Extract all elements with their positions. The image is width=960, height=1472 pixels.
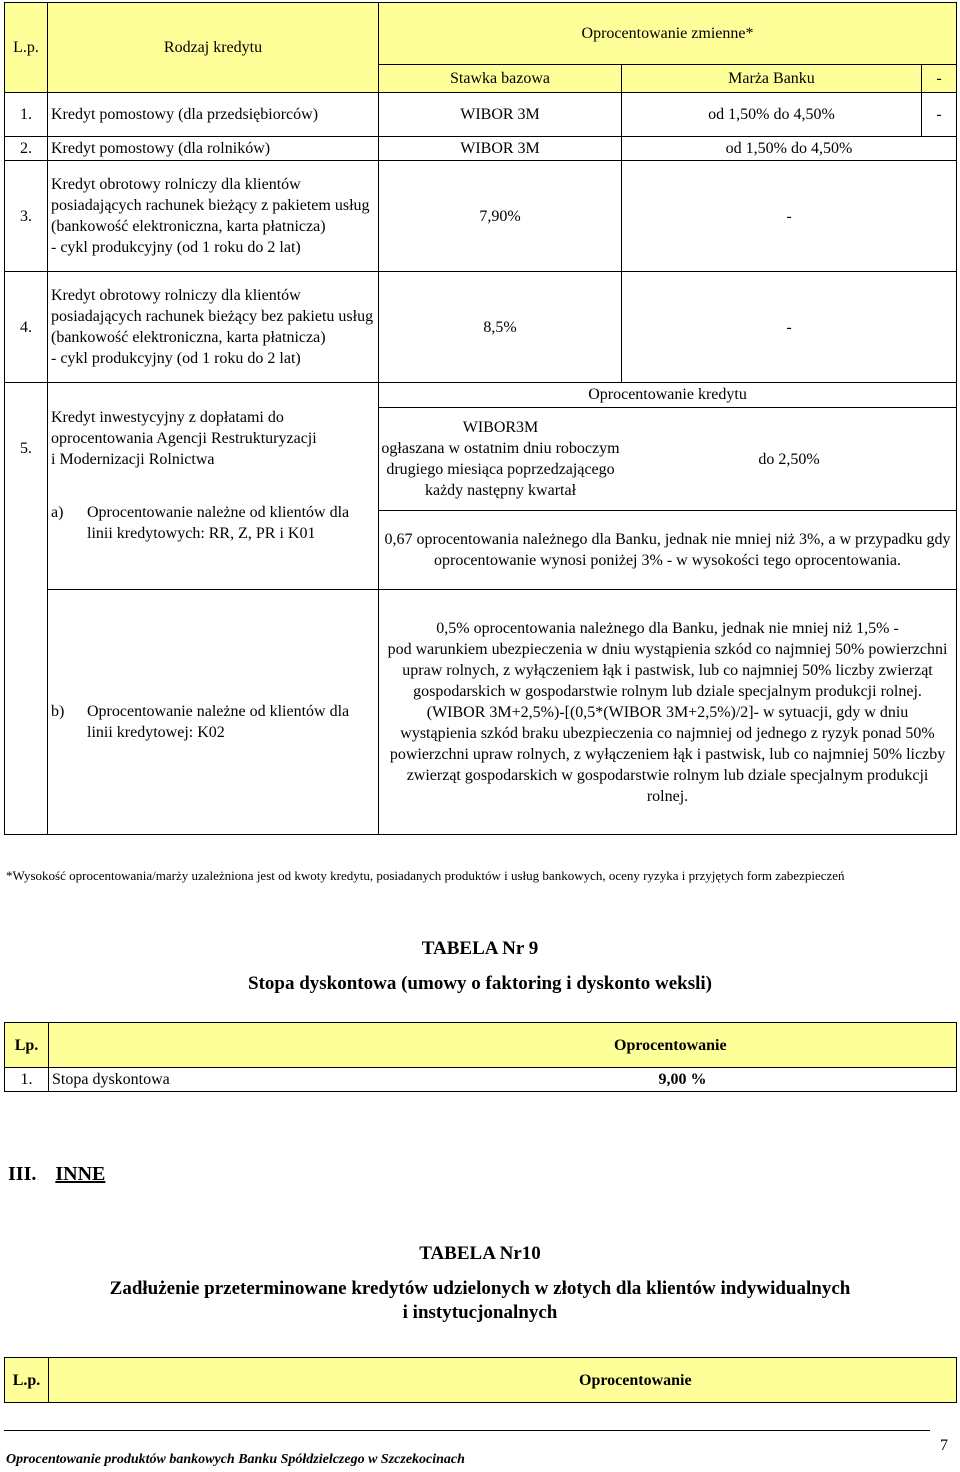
row-lp: 4. <box>5 272 48 383</box>
row-name-cycle: - cykl produkcyjny (od 1 roku do 2 lat) <box>51 350 301 367</box>
table9-subtitle: Stopa dyskontowa (umowy o faktoring i dyskonto weksli) <box>248 973 712 994</box>
row5-a-text: Oprocentowanie należne od klientów dla linii kredytowych: RR, Z, PR i K01 <box>87 504 350 542</box>
overdue-table <box>4 1357 957 1403</box>
table10-heading: TABELA Nr10 <box>419 1243 541 1264</box>
row-dash: - <box>922 93 957 137</box>
header-rodzaj: Rodzaj kredytu <box>48 3 379 93</box>
discount-rate-table <box>4 1022 957 1092</box>
table-row <box>5 93 957 137</box>
row-name-cell <box>48 161 379 272</box>
section-title: INNE <box>55 1163 106 1185</box>
table-row <box>5 590 957 835</box>
row5-a <box>51 502 375 544</box>
row5-margin: do 2,50% <box>758 450 820 468</box>
section-heading <box>8 1163 105 1186</box>
row5-b <box>51 701 375 743</box>
footer-rule <box>4 1430 930 1431</box>
header-stawka: Stawka bazowa <box>379 65 622 93</box>
row-marza: - <box>622 161 957 272</box>
row-name: Kredyt obrotowy rolniczy dla klientów posiadających rachunek bieżący z pakietem usług (bankowość elektroniczna, karta płatnicza) <box>51 176 370 235</box>
table10-subtitle-1: Zadłużenie przeterminowane kredytów udzielonych w złotych dla klientów indywidualnych <box>109 1278 851 1299</box>
row-name: Kredyt pomostowy (dla rolników) <box>48 137 379 161</box>
row5-b-text: Oprocentowanie należne od klientów dla linii kredytowej: K02 <box>87 703 350 741</box>
header-opr: Oprocentowanie <box>579 1371 692 1389</box>
header-lp: L.p. <box>5 1358 49 1403</box>
table-row <box>5 272 957 383</box>
row-marza: od 1,50% do 4,50% <box>622 93 922 137</box>
row5-wibor-desc: ogłaszana w ostatnim dniu roboczym drugiego miesiąca poprzedzającego każdy następny kwartał <box>381 440 620 499</box>
footer-text: Oprocentowanie produktów bankowych Banku Spółdzielczego w Szczekocinach <box>6 1452 465 1467</box>
row5-a-value: 0,67 oprocentowania należnego dla Banku, jednak nie mniej niż 3%, a w przypadku gdy oprocentowanie wynosi poniżej 3% - w wysokości tego oprocentowania. <box>379 511 957 590</box>
row-lp: 1. <box>5 93 48 137</box>
row5-rate-cell <box>379 383 957 511</box>
row-name: Stopa dyskontowa <box>52 1071 170 1088</box>
table-row <box>5 161 957 272</box>
table-header-row <box>5 1358 957 1403</box>
row-lp: 2. <box>5 137 48 161</box>
row5-b-value-cell <box>379 590 957 835</box>
header-dash: - <box>922 65 957 93</box>
table-row <box>5 1068 957 1092</box>
row5-name-cell <box>48 383 379 590</box>
row5-a-label: a) <box>51 504 64 521</box>
row-marza: od 1,50% do 4,50% <box>622 137 957 161</box>
row-stawka: WIBOR 3M <box>379 93 622 137</box>
row-stawka: 7,90% <box>379 161 622 272</box>
row-lp: 3. <box>5 161 48 272</box>
row-name-cycle: - cykl produkcyjny (od 1 roku do 2 lat) <box>51 239 301 256</box>
row5-b-value2: pod warunkiem ubezpieczenia w dniu wystąpienia szkód co najmniej 50% powierzchni upraw rolnych, z wyłączeniem łąk i pastwisk, lub co najmniej 50% liczby zwierząt gospodarskich w gospodarstwie rolnym lub dziale specjalnym produkcji rolnej. <box>387 640 948 700</box>
row-lp: 1. <box>5 1068 49 1092</box>
row5-wibor <box>379 417 622 501</box>
row5-name: Kredyt inwestycyjny z dopłatami do oprocentowania Agencji Restrukturyzacji i Modernizacji Rolnictwa <box>51 409 317 468</box>
row-name: Kredyt pomostowy (dla przedsiębiorców) <box>48 93 379 137</box>
row5-b-value1: 0,5% oprocentowania należnego dla Banku, jednak nie mniej niż 1,5% - <box>436 619 899 637</box>
table-row <box>5 383 957 511</box>
row5-b-cell <box>48 590 379 835</box>
header-opr-cell <box>49 1023 957 1068</box>
table-header-row <box>5 3 957 65</box>
section-number: III. <box>8 1163 37 1185</box>
row-name-cell <box>48 272 379 383</box>
table10-subtitle-2: i instytucjonalnych <box>402 1302 558 1323</box>
header-lp: Lp. <box>5 1023 49 1068</box>
row5-b-label: b) <box>51 703 65 720</box>
row5-rate-header: Oprocentowanie kredytu <box>379 383 956 408</box>
table9-heading: TABELA Nr 9 <box>421 938 539 959</box>
row-marza: - <box>622 272 957 383</box>
table-header-row <box>5 1023 957 1068</box>
row-cell <box>49 1068 957 1092</box>
row-stawka: WIBOR 3M <box>379 137 622 161</box>
row-value: 9,00 % <box>658 1071 707 1088</box>
row5-b-value3: (WIBOR 3M+2,5%)-[(0,5*(WIBOR 3M+2,5%)/2]- w sytuacji, gdy w dniu wystąpienia szkód braku ubezpieczenia co najmniej od jednego z ryzyk ponad 50% powierzchni upraw rolnych, z wyłączeniem łąk i pastwisk, lub co najmniej 50% liczby zwierząt gospodarskich w gospodarstwie rolnym lub dziale specjalnym produkcji rolnej. <box>389 703 946 805</box>
header-marza: Marża Banku <box>622 65 922 93</box>
table-row <box>5 137 957 161</box>
credit-rates-table <box>4 2 957 835</box>
row-stawka: 8,5% <box>379 272 622 383</box>
footnote: *Wysokość oprocentowania/marży uzależniona jest od kwoty kredytu, posiadanych produktów i usług bankowych, oceny ryzyka i przyjętych form zabezpieczeń <box>6 868 845 883</box>
header-zmienne: Oprocentowanie zmienne* <box>379 3 957 65</box>
page-number: 7 <box>940 1437 948 1454</box>
row5-wibor-name: WIBOR3M <box>462 419 539 436</box>
header-lp: L.p. <box>5 3 48 93</box>
header-opr-cell <box>49 1358 957 1403</box>
row-name: Kredyt obrotowy rolniczy dla klientów posiadających rachunek bieżący bez pakietu usług (bankowość elektroniczna, karta płatnicza) <box>51 287 374 346</box>
header-opr: Oprocentowanie <box>614 1036 727 1054</box>
row-lp: 5. <box>5 383 48 835</box>
